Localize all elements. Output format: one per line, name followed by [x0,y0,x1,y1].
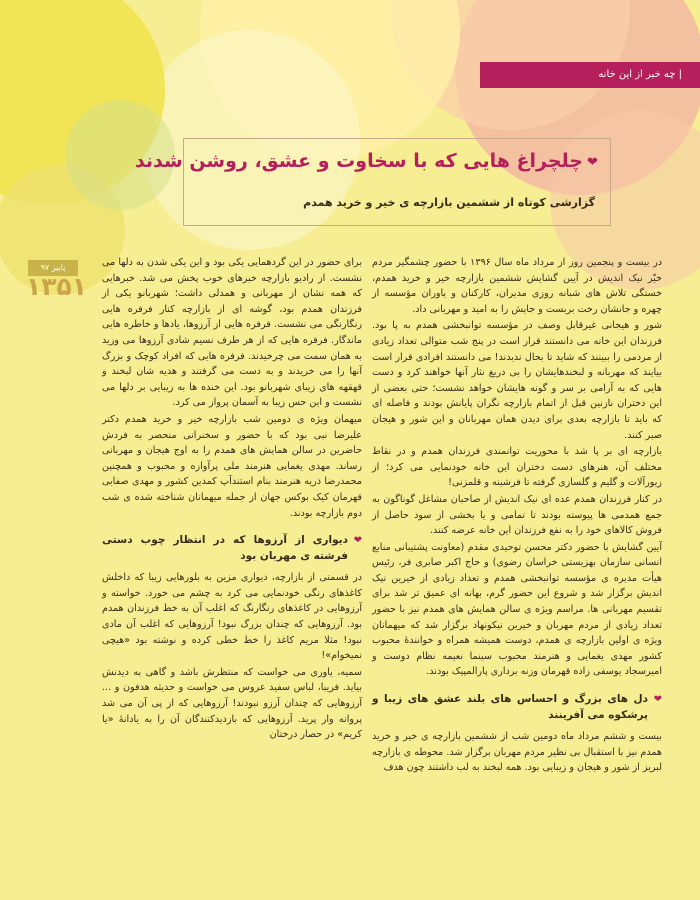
section-tab: | چه خبر از این خانه [480,62,700,88]
paragraph: میهمان ویژه ی دومین شب بازارچه خیر و خرید همدم دکتر علیرضا نبی بود که با حضور و سخنرانی منحصر به فردش حاضرین در سالن همایش های همدم را به اوج هیجان و مهربانی رساند. مهدی یغمایی هنرمند ملی پرآوازه و محبوب و همچنین محمدرضا ذریه هنرمند بنام استندآپ کمدین کشور و مهدی صفایی قهرمان کیک بوکس جهان از جمله میهمانان شناخته شده ی شب دوم بازارچه بودند. [102,413,362,519]
article-title: چلچراغ هایی که با سخاوت و عشق، روشن شدند [134,150,583,172]
paragraph: در کنار فرزندان همدم عده ای نیک اندیش از صاحبان مشاغل گوناگون به جمع همدمی ها پیوسته بودند تا تمامی و یا بخشی از سود حاصل از فروش کالاهای خود را به نفع فرزندان این خانه عرضه کنند. [372,493,662,537]
heart-icon: ❤ [653,694,662,706]
page-number: ۱۳۵۱ [26,272,88,301]
heart-icon: ❤ [587,155,598,170]
paragraph: شور و هیجانی غیرقابل وصف در مؤسسه توانبخشی همدم به پا بود. فرزندان این خانه می دانستند قرار است در پنج شب متوالی تعداد زیادی از مردمی را ببینند که شاید تا بحال ندیدند! می دانستند افرادی قرار است بیایند که مهربانه و لبخندهایشان را بی دریغ نثار آنها خواهند کرد و دست هایی که به آرامی بر سر و گونه هایشان خواهد نشست؛ حتی بعضی از این دختران نازنین قبل از اتمام بازارچه نگران پایانش بودند و فاصله ای که باید تا بازارچه بعدی برای دیدن همان مهربانان و این شور و هیجان صبر کنند. [372,320,662,441]
section-heading [372,692,662,723]
heart-icon: ❤ [353,535,362,547]
paragraph: در بیست و پنجمین روز از مرداد ماه سال ۱۳۹۶ با حضور چشمگیر مردم خیّر نیک اندیش در آیین گشایش ششمین بازارچه خیر و خرید همدم، خستگی تلاش های شبانه روزی مدیران، کارکنان و یاوران مؤسسه از چهره و جانشان رخت بربست و جایش را به امید و مهربانی داد. [372,257,662,315]
section-heading-text: دیواری از آرزوها که در انتظار چوب دستی فرشته ی مهربان بود [102,534,348,562]
paragraph: آیین گشایش با حضور دکتر محسن توحیدی مقدم (معاونت پشتیبانی منابع انسانی سازمان بهزیستی خراسان رضوی) و حاج اکبر صابری فر، رئیس هیأت مدیره ی مؤسسه توانبخشی همدم و تعداد زیادی از خیرین نیک اندیش برگزار شد و شروع این حضور گرم، بهانه ای عمیق تر شد برای تقسیم مهربانی ها. مراسم ویژه ی سالن همایش های همدم نیز با حضور تعداد زیادی از مردم مهربان و خیرین نیکونهاد برگزار شد که میهمانان ویژه ی اولین بازارچه ی همدم، دوست همیشه همراه و خوانندهٔ محبوب کشور مهدی یغمایی و هنرمند محبوب سینما نعیمه نظام دوست و امیرسجاد یوسفی زاده قهرمان وزنه برداری پارالمپیک بودند. [372,541,662,678]
paragraph: بازارچه ای بر پا شد با محوریت توانمندی فرزندان همدم و در نقاط مختلف آن، هنرهای دست دختران این خانه خودنمایی می کرد؛ از زیورآلات و گلیم و گلسازی گرفته تا فرشینه و قلمزنی! [372,446,662,489]
issue-badge: پاییز ۹۷ [28,260,78,276]
article-column-right [372,255,662,777]
article-subtitle: گزارشی کوتاه از ششمین بازارچه ی خیر و خرید همدم [303,196,595,209]
article-column-left [102,255,362,744]
paragraph: برای حضور در این گردهمایی یکی بود و این یکی شدن به دلها می نشست. از رادیو بازارچه خبرهای خوب پخش می شد. خبرهایی که همه نشان از مهربانی و همدلی داشت؛ شهربانو یکی از فرزندان همدم بود، گوشه ای از بازارچه کنار فرفره هایی رنگارنگی می نشست. فرفره هایی از آرزوها، یادها و خاطره هایی ماندگار. فرفره هایی که از هر طرف نسیم شادی آرزوها می وزید به همان سمت می چرخیدند. فرفره هایی که افراد کوچک و بزرگ آنها را می خریدند و به دست می گرفتند و هدیه شان لبخند و قهقهه های زیبای شهربانو بود. این خنده ها به زیبایی بر دلها می نشست و این حس زیبا به آسمان پرواز می کرد. [102,257,362,409]
paragraph: در قسمتی از بازارچه، دیواری مزین به بلورهایی زیبا که داخلش کاغذهای رنگی خودنمایی می کرد به چشم می خورد. خواسته و آرزوهایی در کاغذهای رنگارنگ که اغلب آن به خط فرزندان همدم بود. آرزوهایی که چندان بزرگ نبود! آرزوهایی که اغلب آن مادی نبود! مثلا مریم کاغذ را خط خطی کرده و نوشته بود «هیچی نمیخوام»! [102,572,362,662]
section-heading-text: دل های بزرگ و احساس های بلند عشق های زیبا و پرشکوه می آفرینند [372,693,648,721]
paragraph: بیست و ششم مرداد ماه دومین شب از ششمین بازارچه ی خیر و خرید همدم نیز با استقبال بی نظیر مردم مهربان برگزار شد. محوطه ی بازارچه لبریز از شور و هیجان و زیبایی بود. همه لبخند به لب داشتند چون هدف [372,731,662,774]
paragraph: سمیه، یاوری می خواست که منتظرش باشد و گاهی به دیدنش بیاید. فریبا، لباس سفید عروس می خواست و حدیثه هدفون و ... آرزوهایی که چندان آرزو نبودند! آرزوهایی که از پی آن می شد پروانه وار پرید. آرزوهایی که بازدیدکنندگان آن را به یادانهٔ «یا کریم» در حصار درختان [102,666,362,741]
section-heading [102,533,362,564]
